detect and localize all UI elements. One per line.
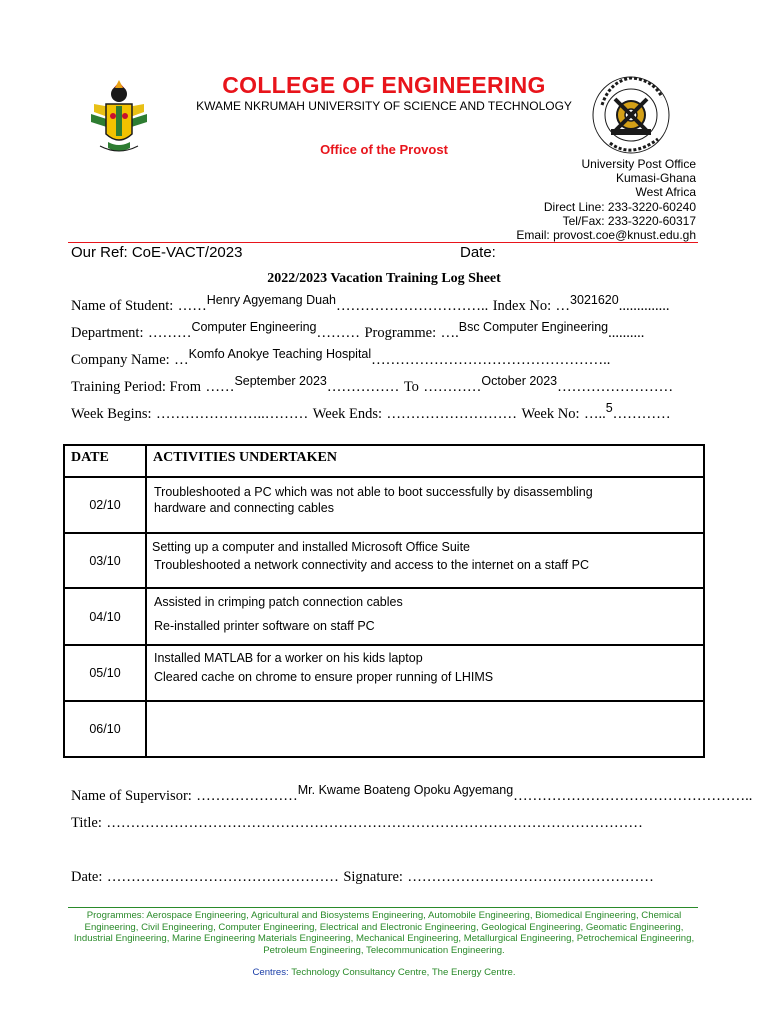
student-name-value: Henry Agyemang Duah: [206, 293, 336, 307]
activity-line: Installed MATLAB for a worker on his kids laptop: [154, 651, 423, 665]
title-label: Title:: [71, 815, 102, 831]
row-date: 06/10: [64, 701, 146, 757]
table-row: [64, 533, 704, 588]
activity-line: Troubleshooted a PC which was not able to boot successfully by disassembling: [154, 485, 593, 499]
table-row: [64, 701, 704, 757]
training-period-label: Training Period: From: [71, 379, 201, 395]
university-name: KWAME NKRUMAH UNIVERSITY OF SCIENCE AND TECHNOLOGY: [196, 99, 572, 113]
log-sheet-title: 2022/2023 Vacation Training Log Sheet: [267, 271, 501, 286]
activities-column-header: ACTIVITIES UNDERTAKEN: [146, 445, 704, 477]
activity-line: Troubleshooted a network connectivity and access to the internet on a staff PC: [154, 558, 589, 572]
student-label: Name of Student:: [71, 298, 174, 314]
row-date: 04/10: [64, 588, 146, 645]
row-activities: [146, 645, 704, 701]
row-activities: [146, 588, 704, 645]
activity-line: Re-installed printer software on staff PC: [154, 619, 375, 633]
training-period-row: Training Period: From ……$^{September 2023}$…………… To …………$^{October 2023}$……………………: [71, 374, 674, 395]
row-activities: [146, 701, 704, 757]
title-row: Title: …………………………………………………………………………………………………: [71, 815, 643, 831]
activity-line: hardware and connecting cables: [154, 501, 334, 515]
activity-line: Cleared cache on chrome to ensure proper running of LHIMS: [154, 670, 494, 684]
period-to-value: October 2023: [481, 374, 558, 388]
address-line: West Africa: [635, 185, 696, 200]
college-title: COLLEGE OF ENGINEERING: [222, 72, 546, 98]
activity-line: Assisted in crimping patch connection cables: [154, 595, 403, 609]
row-activities: [146, 533, 704, 588]
department-label: Department:: [71, 325, 144, 341]
centres-value: Technology Consultancy Centre, The Energy Centre.: [291, 967, 516, 978]
footer-divider: [68, 907, 698, 908]
supervisor-label: Name of Supervisor:: [71, 788, 192, 804]
row-date: 02/10: [64, 477, 146, 533]
address-block: [516, 157, 696, 242]
supervisor-row: Name of Supervisor: …………………$^{Mr. Kwame Boateng Opoku Agyemang}$…………………………………………..: [71, 783, 753, 804]
department-value: Computer Engineering: [191, 320, 317, 334]
week-ends-label: Week Ends:: [312, 406, 383, 422]
address-line: Tel/Fax: 233-3220-60317: [562, 213, 696, 228]
company-label: Company Name:: [71, 352, 170, 368]
signature-label: Signature:: [343, 869, 403, 885]
address-line: Kumasi-Ghana: [615, 171, 696, 186]
row-date: 03/10: [64, 533, 146, 588]
table-row: [64, 588, 704, 645]
date-label: Date:: [460, 244, 496, 261]
table-header-row: [64, 445, 704, 477]
footer-programmes: Programmes: Aerospace Engineering, Agricultural and Biosystems Engineering, Automobile Engineering, Biomedical Engineering, Chemical Engineering, Civil Engineering, Computer Engineering, Electrical and Electronic Engineering, Geological Engineering, Geomatic Engineering, Industrial Engineering, Marine Engineering Materials Engineering, Mechanical Engineering, Metallurgical Engineering, Petrochemical Engineering, Petroleum Engineering, Telecommunication Engineering.: [73, 910, 695, 956]
date-column-header: DATE: [64, 445, 146, 477]
table-row: [64, 477, 704, 533]
index-label: Index No:: [492, 298, 552, 314]
our-reference: Our Ref: CoE-VACT/2023: [71, 244, 243, 261]
address-line: University Post Office: [581, 157, 696, 171]
week-begins-label: Week Begins:: [71, 406, 152, 422]
company-value: Komfo Anokye Teaching Hospital: [188, 347, 372, 361]
address-line: Direct Line: 233-3220-60240: [543, 199, 696, 214]
activities-table: [63, 444, 705, 758]
footer-centres: [0, 967, 768, 978]
table-row: [64, 645, 704, 701]
date-signature-row: Date: ………………………………………… Signature: ……………………………………………: [71, 869, 654, 885]
index-value: 3021620: [570, 293, 619, 307]
programme-value: Bsc Computer Engineering: [458, 320, 609, 334]
period-to-label: To: [403, 379, 419, 395]
centres-label: Centres:: [252, 967, 289, 978]
supervisor-date-label: Date:: [71, 869, 103, 885]
period-from-value: September 2023: [234, 374, 327, 388]
office-name: Office of the Provost: [320, 142, 448, 157]
week-row: Week Begins: …………………..……… Week Ends: ……………………… Week No: …..$^5$…………: [71, 401, 671, 422]
address-line: Email: provost.coe@knust.edu.gh: [516, 228, 696, 243]
week-no-label: Week No:: [521, 406, 580, 422]
programme-label: Programme:: [364, 325, 437, 341]
week-no-value: 5: [605, 401, 613, 415]
activity-line: Setting up a computer and installed Microsoft Office Suite: [152, 540, 470, 554]
company-row: Company Name: …$^{Komfo Anokye Teaching Hospital}$…………………………………………..: [71, 347, 611, 368]
header-divider: [68, 242, 698, 243]
row-date: 05/10: [64, 645, 146, 701]
supervisor-name-value: Mr. Kwame Boateng Opoku Agyemang: [297, 783, 514, 797]
student-row: Name of Student: ……$^{Henry Agyemang Duah}$………………………….. Index No: …$^{3021620}$..............: [71, 293, 670, 314]
row-activities: [146, 477, 704, 533]
department-row: Department: ………$^{Computer Engineering}$……… Programme: ….$^{Bsc Computer Engineering}$..........: [71, 320, 645, 341]
